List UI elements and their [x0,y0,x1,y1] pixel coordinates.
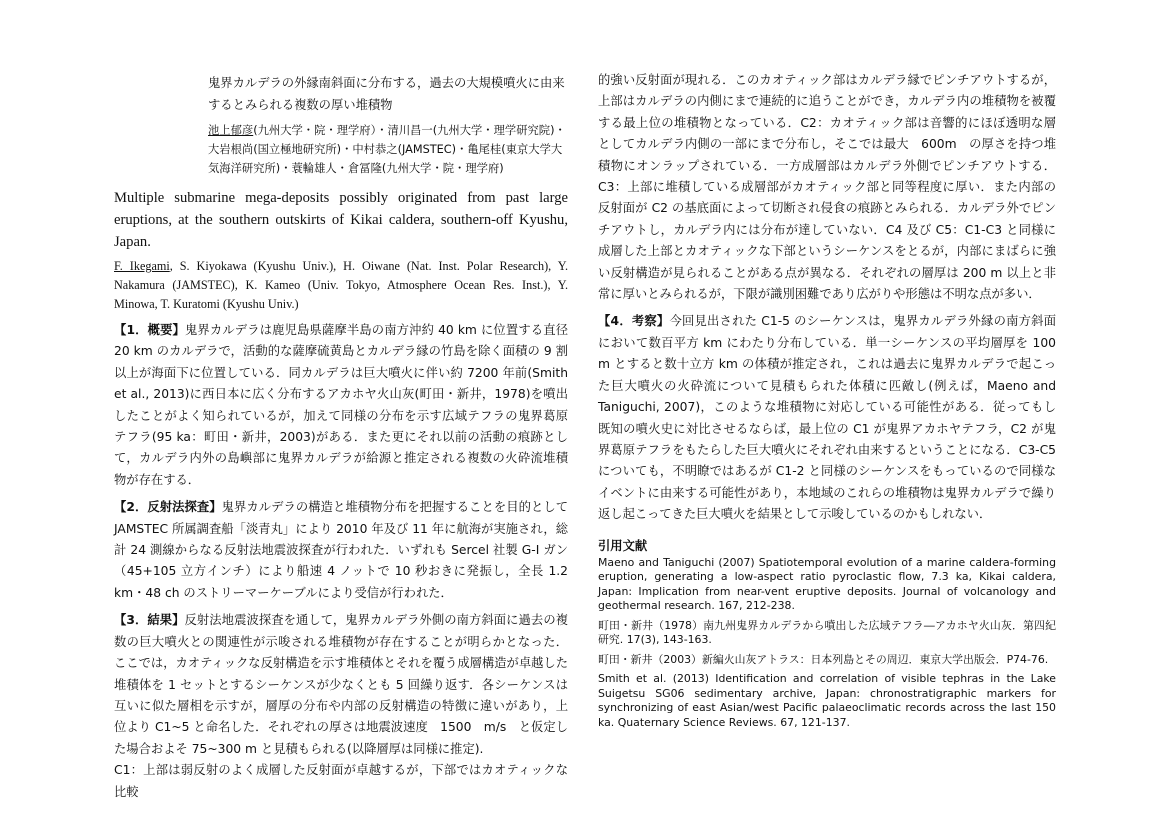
reference-item: Smith et al. (2013) Identification and correlation of visible tephras in the Lake Suigetsu SG06 sedimentary archive, Japan: chronostratigraphic markers for synchronizing of east Asian/west Pacific palaeoclimatic records across the last 150 ka. Quaternary Science Reviews. 67, 121-137. [598,672,1056,729]
section-heading: 【3．結果】 [114,613,185,628]
results-c1-paragraph: C1：上部は弱反射のよく成層した反射面が卓越するが，下部ではカオティックな比較 [114,763,568,799]
reference-item: 町田・新井（2003）新編火山灰アトラス：日本列島とその周辺．東京大学出版会．P74-76. [598,652,1049,666]
coauthors-jp: (九州大学・院・理学府）・清川昌一(九州大学・理学研究院)・大岩根尚(国立極地研究所)・中村恭之(JAMSTEC)・亀尾桂(東京大学大気海洋研究所)・蓑輪雄人・倉冨隆(九州大学・院・理学府) [208,124,566,175]
section-body: 鬼界カルデラの構造と堆積物分布を把握することを目的として JAMSTEC 所属調査船「淡青丸」により 2010 年及び 11 年に航海が実施され，総計 24 測線からなる反射法地震波探査が行われた．いずれも Sercel 社製 G-I ガン（45+105 立方インチ）により船速 4 ノットで 10 秒おきに発振し，全長 1.2 km・48 ch のストリーマーケーブルにより受信が行われた． [114,500,568,600]
section-heading: 【4．考察】 [598,314,670,329]
japanese-title: 鬼界カルデラの外縁南斜面に分布する，過去の大規模噴火に由来するとみられる複数の厚い堆積物 [208,76,565,112]
section-body: 今回見出された C1-5 のシーケンスは，鬼界カルデラ外縁の南方斜面において数百平方 km にわたり分布している．単一シーケンスの平均層厚を 100 m とすると数十立方 km の体積が推定され，これは過去に鬼界カルデラで起こった巨大噴火の火砕流について見積もられた体積に匹敵し(例えば，Maeno and Taniguchi, 2007)，このような堆積物に対応している可能性がある．従ってもし既知の噴火史に対比させるならば，最上位の C1 が鬼界アカホヤテフラ，C2 が鬼界葛原テフラをもたらした巨大噴火にそれぞれ由来するということになる．C3-C5 についても，不明瞭ではあるが C1-2 と同様のシーケンスをもっているので同様なイベントに由来する可能性があり，本地域のこれらの堆積物は鬼界カルデラで繰り返し起こってきた巨大噴火を結果として示唆しているのかもしれない． [598,314,1056,522]
results-continued: 的強い反射面が現れる．このカオティック部はカルデラ縁でピンチアウトするが，上部はカルデラの内側にまで連続的に追うことができ，カルデラ内の堆積物を被覆する最上位の堆積物となっている．C2：カオティック部は音響的にほぼ透明な層としてカルデラ内側の一部にまで分布し，そこでは最大 600m の厚さを持つ堆積物にオンラップされている．一方成層部はカルデラ外側でピンチアウトする．C3：上部に堆積している成層部がカオティック部と同等程度に厚い．また内部の反射面が C2 の基底面によって切断され侵食の痕跡とみられる．カルデラ外でピンチアウトし，カルデラ内には分布が達していない．C4 及び C5：C1-C3 と同様に成層した上部とカオティックな下部というシーケンスをとるが，内部にまばらに強い反射構造が見られることがある点が異なる．それぞれの層厚は 200 m 以上と非常に厚いとみられるが，下限が識別困難であり広がりや形態は不明な点が多い． [598,73,1056,302]
section-heading: 【2．反射法探査】 [114,500,222,515]
section-results [114,610,568,760]
left-column [114,70,568,803]
coauthors-en: , S. Kiyokawa (Kyushu Univ.), H. Oiwane (Nat. Inst. Polar Research), Y. Nakamura (JAMSTEC), K. Kameo (Univ. Tokyo, Atmosphere Ocean Res. Inst.), Y. Minowa, T. Kuratomi (Kyushu Univ.) [114,259,568,311]
section-reflection-survey [114,497,568,604]
section-body: 鬼界カルデラは鹿児島県薩摩半島の南方沖約 40 km に位置する直径 20 km のカルデラで，活動的な薩摩硫黄島とカルデラ縁の竹島を除く面積の 9 割以上が海面下に位置している．同カルデラは巨大噴火に伴い約 7200 年前(Smith et al., 2013)に西日本に広く分布するアカホヤ火山灰(町田・新井，1978)を噴出したことがよく知られているが，加えて同様の分布を示す広域テフラの鬼界葛原テフラ(95 ka：町田・新井，2003)がある．また更にそれ以前の活動の痕跡として，カルデラ内外の島嶼部に鬼界カルデラが給源と推定される複数の火砕流堆積物が存在する． [114,323,568,487]
section-overview [114,320,568,491]
section-heading: 【1．概要】 [114,323,185,337]
reference-item: 町田・新井（1978）南九州鬼界カルデラから噴出した広域テフラ―アカホヤ火山灰．第四紀研究. 17(3), 143-163. [598,618,1056,647]
section-body: 反射法地震波探査を通して，鬼界カルデラ外側の南方斜面に過去の複数の巨大噴火との関連性が示唆される堆積物が存在することが明らかとなった．ここでは，カオティックな反射構造を示す堆積体とそれを覆う成層構造が卓越した堆積体を 1 セットとするシーケンスが少なくとも 5 回繰り返す．各シーケンスは互いに似た層相を示すが，層厚の分布や内部の反射構造の特徴に違いがあり，上位より C1~5 と命名した．それぞれの厚さは地震波速度 1500 m/s と仮定した場合およそ 75~300 m と見積もられる(以降層厚は同様に推定). [114,613,569,756]
english-title: Multiple submarine mega-deposits possibly originated from past large eruptions, at the southern outskirts of Kikai caldera, southern-off Kyushu, Japan. [114,190,568,250]
first-author-jp: 池上郁彦 [208,124,254,137]
right-column [598,70,1056,735]
first-author-en: F. Ikegami [114,259,170,273]
references-heading: 引用文献 [598,538,648,553]
japanese-authors [208,121,568,178]
section-discussion [598,311,1056,525]
english-authors [114,257,568,314]
reference-item: Maeno and Taniguchi (2007) Spatiotemporal evolution of a marine caldera-forming eruption, generating a low-aspect ratio pyroclastic flow, 7.3 ka, Kikai caldera, Japan: Implication from near-vent eruptive deposits. Journal of volcanology and geothermal research. 167, 212-238. [598,555,1056,613]
